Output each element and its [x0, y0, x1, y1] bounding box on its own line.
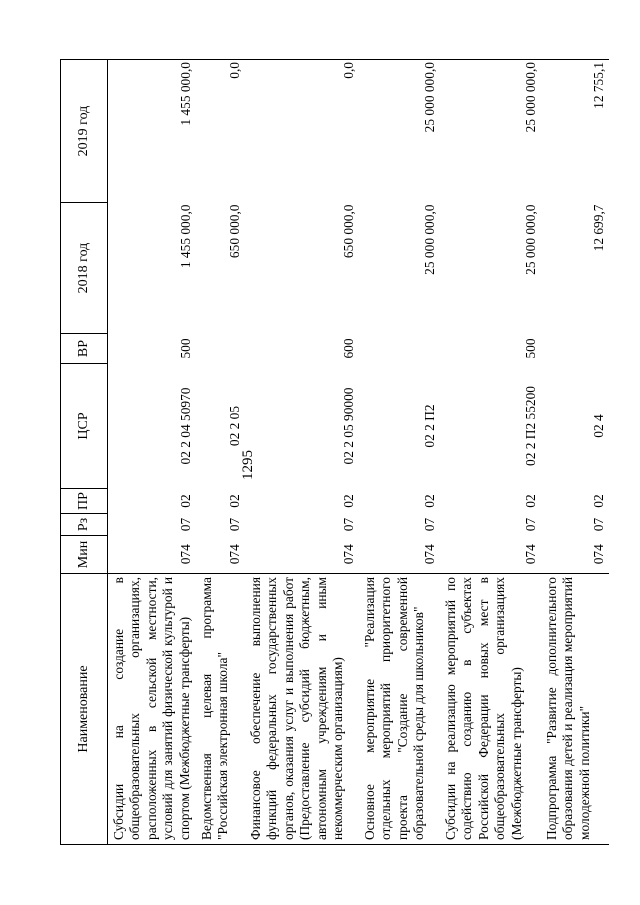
row-name: Субсидии на реализацию мероприятий по содействию созданию в субъектах Российской Федерации новых мест в общеобразовательных организациях (Межбюджетные трансферты) — [440, 574, 541, 845]
row-min: 074 — [590, 544, 606, 565]
row-2018: 12 699,7 — [590, 204, 606, 252]
row-rz: 07 — [590, 517, 606, 532]
row-2019: 0,0 — [245, 60, 359, 203]
row-pr: 02 — [590, 494, 606, 508]
table-row — [245, 60, 359, 845]
row-rz: 07 — [340, 517, 356, 532]
row-vr — [196, 334, 245, 364]
row-name: Финансовое обеспечение выполнения функций федеральных государственных органов, оказания услуг и выполнения работ (Предоставление субсидий бюджетным, автономным учреждениям и иным некоммерческим организациям) — [245, 574, 359, 845]
row-2019: 12 755,1 — [541, 60, 609, 203]
table-header — [61, 60, 108, 845]
row-min: 074 — [421, 544, 437, 565]
row-2018: 25 000 000,0 — [421, 204, 437, 275]
row-rz: 07 — [177, 517, 193, 532]
row-csr: 02 2 П2 55200 — [522, 386, 538, 466]
row-csr: 02 2 04 50970 — [177, 387, 193, 465]
row-pr: 02 — [340, 494, 356, 508]
row-vr — [541, 334, 609, 364]
row-rz: 07 — [226, 517, 242, 532]
row-2018: 25 000 000,0 — [522, 204, 538, 275]
row-pr: 02 — [177, 494, 193, 508]
row-rz: 07 — [522, 517, 538, 532]
row-csr: 02 2 П2 — [421, 404, 437, 448]
header-2019: 2019 год — [61, 60, 108, 203]
row-2019: 0,0 — [196, 60, 245, 203]
row-name: Подпрограмма "Развитие дополнительного образования детей и реализация мероприятий молодежной политики" — [541, 574, 609, 845]
row-name: Основное мероприятие "Реализация отдельных мероприятий приоритетного проекта "Создание современной образовательной среды для школьников" — [359, 574, 440, 845]
row-csr: 02 2 05 90000 — [340, 387, 356, 465]
row-pr: 02 — [226, 494, 242, 508]
header-2018: 2018 год — [61, 203, 108, 334]
budget-table-rotated — [60, 60, 605, 845]
table-row — [196, 60, 245, 845]
header-rz: Рз — [61, 514, 108, 536]
row-2019: 1 455 000,0 — [108, 60, 197, 203]
row-2018: 650 000,0 — [340, 204, 356, 259]
table-row — [541, 60, 609, 845]
row-pr: 02 — [522, 494, 538, 508]
table-row — [359, 60, 440, 845]
row-rz: 07 — [421, 517, 437, 532]
row-csr: 02 4 — [590, 414, 606, 438]
row-name: Ведомственная целевая программа "Российская электронная школа" — [196, 574, 245, 845]
row-min: 074 — [340, 544, 356, 565]
page-number: 1295 — [240, 450, 256, 480]
row-vr: 500 — [177, 338, 193, 359]
row-2019: 25 000 000,0 — [359, 60, 440, 203]
row-2019: 25 000 000,0 — [440, 60, 541, 203]
row-2018: 1 455 000,0 — [177, 204, 193, 269]
row-vr — [359, 334, 440, 364]
row-min: 074 — [177, 544, 193, 565]
header-pr: ПР — [61, 489, 108, 514]
row-vr: 500 — [522, 338, 538, 359]
header-vr: ВР — [61, 334, 108, 364]
row-2018: 650 000,0 — [226, 204, 242, 259]
row-vr: 600 — [340, 338, 356, 359]
table-row — [108, 60, 197, 845]
header-min: Мин — [61, 536, 108, 574]
row-pr: 02 — [421, 494, 437, 508]
row-name: Субсидии на создание в общеобразовательных организациях, расположенных в сельской местности, условий для занятий физической культурой и спортом (Межбюджетные трансферты) — [108, 574, 197, 845]
row-min: 074 — [522, 544, 538, 565]
budget-table — [60, 59, 609, 845]
header-name: Наименование — [61, 574, 108, 845]
row-min: 074 — [226, 544, 242, 565]
header-csr: ЦСР — [61, 364, 108, 489]
table-row — [440, 60, 541, 845]
row-csr: 02 2 05 — [226, 405, 242, 447]
